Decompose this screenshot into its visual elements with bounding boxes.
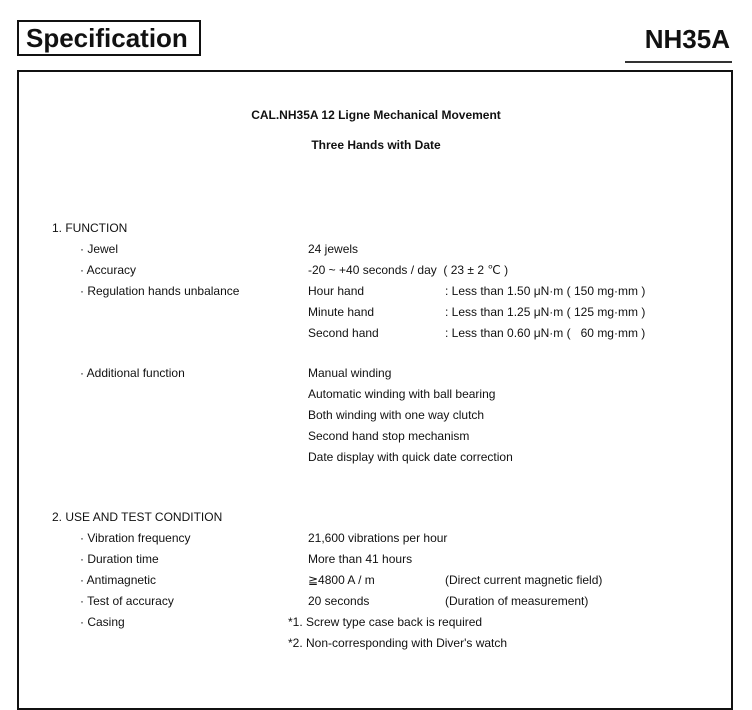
spec-title: Specification [17, 20, 201, 56]
condition-label: · Vibration frequency [80, 531, 191, 545]
condition-value: 21,600 vibrations per hour [308, 531, 448, 545]
additional-label: · Additional function [80, 366, 185, 380]
casing-label: · Casing [80, 615, 125, 629]
hand-value: : Less than 1.50 μN·m ( 150 mg·mm ) [445, 284, 646, 298]
casing-note: *2. Non-corresponding with Diver's watch [288, 636, 508, 650]
condition-note: (Direct current magnetic field) [445, 573, 603, 587]
hand-name: Hour hand [308, 284, 365, 298]
condition-value: ≧4800 A / m [308, 573, 375, 587]
hand-value: : Less than 0.60 μN·m ( 60 mg·mm ) [445, 326, 646, 340]
model-name: NH35A [644, 24, 730, 54]
casing-note: *1. Screw type case back is required [288, 615, 483, 629]
additional-item: Second hand stop mechanism [308, 429, 470, 443]
hand-value: : Less than 1.25 μN·m ( 125 mg·mm ) [445, 305, 646, 319]
condition-note: (Duration of measurement) [445, 594, 589, 608]
jewel-value: 24 jewels [308, 242, 359, 256]
condition-label: · Duration time [80, 552, 159, 566]
hand-name: Second hand [308, 326, 379, 340]
jewel-label: · Jewel [80, 242, 119, 256]
unbalance-label: · Regulation hands unbalance [80, 284, 240, 298]
section-function-title: 1. FUNCTION [52, 221, 128, 235]
accuracy-value: -20 ~ +40 seconds / day ( 23 ± 2 ℃ ) [308, 263, 509, 277]
condition-value: 20 seconds [308, 594, 370, 608]
model-underline [625, 61, 732, 63]
doc-heading: CAL.NH35A 12 Ligne Mechanical Movement [251, 108, 501, 122]
hand-name: Minute hand [308, 305, 375, 319]
additional-item: Automatic winding with ball bearing [308, 387, 496, 401]
additional-item: Both winding with one way clutch [308, 408, 485, 422]
condition-label: · Antimagnetic [80, 573, 157, 587]
accuracy-label: · Accuracy [80, 263, 137, 277]
doc-subheading: Three Hands with Date [311, 138, 441, 152]
additional-item: Manual winding [308, 366, 392, 380]
condition-value: More than 41 hours [308, 552, 413, 566]
additional-item: Date display with quick date correction [308, 450, 513, 464]
section-condition-title: 2. USE AND TEST CONDITION [52, 510, 223, 524]
condition-label: · Test of accuracy [80, 594, 174, 608]
